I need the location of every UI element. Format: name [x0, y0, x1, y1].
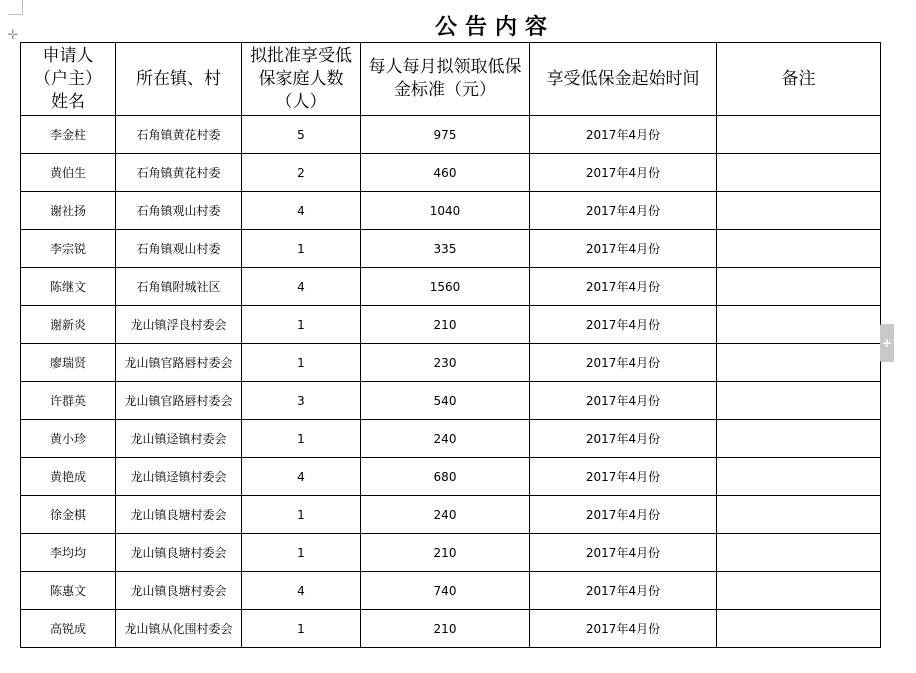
- remarks-cell: [717, 496, 881, 534]
- table-row: [21, 458, 881, 496]
- monthly-amount-cell: 680: [361, 458, 530, 496]
- remarks-cell: [717, 230, 881, 268]
- start-time-cell: 2017年4月份: [530, 420, 717, 458]
- town-village-cell: 龙山镇官路唇村委会: [116, 344, 242, 382]
- applicant-name-cell: 李均均: [21, 534, 116, 572]
- monthly-amount-cell: 210: [361, 306, 530, 344]
- household-count-cell: 1: [242, 534, 361, 572]
- town-village-cell: 石角镇黄花村委: [116, 154, 242, 192]
- header-monthly-amount: 每人每月拟领取低保金标准（元）: [361, 43, 530, 116]
- header-start-time: 享受低保金起始时间: [530, 43, 717, 116]
- household-count-cell: 1: [242, 306, 361, 344]
- applicant-name-cell: 黄小珍: [21, 420, 116, 458]
- monthly-amount-cell: 230: [361, 344, 530, 382]
- town-village-cell: 龙山镇官路唇村委会: [116, 382, 242, 420]
- applicant-name-cell: 高锐成: [21, 610, 116, 648]
- applicant-name-cell: 谢新炎: [21, 306, 116, 344]
- table-row: [21, 230, 881, 268]
- monthly-amount-cell: 1040: [361, 192, 530, 230]
- household-count-cell: 2: [242, 154, 361, 192]
- monthly-amount-cell: 1560: [361, 268, 530, 306]
- household-count-cell: 1: [242, 344, 361, 382]
- household-count-cell: 1: [242, 610, 361, 648]
- remarks-cell: [717, 572, 881, 610]
- applicant-name-cell: 黄伯生: [21, 154, 116, 192]
- start-time-cell: 2017年4月份: [530, 344, 717, 382]
- start-time-cell: 2017年4月份: [530, 268, 717, 306]
- applicant-name-cell: 黄艳成: [21, 458, 116, 496]
- household-count-cell: 5: [242, 116, 361, 154]
- page-title: 公告内容: [434, 15, 555, 40]
- start-time-cell: 2017年4月份: [530, 572, 717, 610]
- monthly-amount-cell: 540: [361, 382, 530, 420]
- applicant-name-cell: 许群英: [21, 382, 116, 420]
- applicant-name-cell: 李宗锐: [21, 230, 116, 268]
- announcement-table: [20, 42, 881, 648]
- applicant-name-cell: 廖瑞贤: [21, 344, 116, 382]
- monthly-amount-cell: 740: [361, 572, 530, 610]
- remarks-cell: [717, 306, 881, 344]
- remarks-cell: [717, 192, 881, 230]
- monthly-amount-cell: 460: [361, 154, 530, 192]
- remarks-cell: [717, 382, 881, 420]
- start-time-cell: 2017年4月份: [530, 230, 717, 268]
- table-row: [21, 382, 881, 420]
- monthly-amount-cell: 335: [361, 230, 530, 268]
- start-time-cell: 2017年4月份: [530, 496, 717, 534]
- town-village-cell: 石角镇附城社区: [116, 268, 242, 306]
- start-time-cell: 2017年4月份: [530, 192, 717, 230]
- household-count-cell: 4: [242, 192, 361, 230]
- table-row: [21, 268, 881, 306]
- remarks-cell: [717, 344, 881, 382]
- household-count-cell: 3: [242, 382, 361, 420]
- table-row: [21, 154, 881, 192]
- table-row: [21, 344, 881, 382]
- monthly-amount-cell: 210: [361, 610, 530, 648]
- town-village-cell: 龙山镇良塘村委会: [116, 534, 242, 572]
- start-time-cell: 2017年4月份: [530, 116, 717, 154]
- town-village-cell: 石角镇观山村委: [116, 230, 242, 268]
- table-row: [21, 572, 881, 610]
- remarks-cell: [717, 154, 881, 192]
- start-time-cell: 2017年4月份: [530, 382, 717, 420]
- town-village-cell: 石角镇观山村委: [116, 192, 242, 230]
- monthly-amount-cell: 975: [361, 116, 530, 154]
- town-village-cell: 龙山镇从化围村委会: [116, 610, 242, 648]
- start-time-cell: 2017年4月份: [530, 534, 717, 572]
- remarks-cell: [717, 534, 881, 572]
- applicant-name-cell: 谢社扬: [21, 192, 116, 230]
- table-body: [21, 116, 881, 648]
- household-count-cell: 4: [242, 268, 361, 306]
- header-town-village: 所在镇、村: [116, 43, 242, 116]
- household-count-cell: 4: [242, 458, 361, 496]
- household-count-cell: 4: [242, 572, 361, 610]
- town-village-cell: 龙山镇浮良村委会: [116, 306, 242, 344]
- header-remarks: 备注: [717, 43, 881, 116]
- start-time-cell: 2017年4月份: [530, 306, 717, 344]
- applicant-name-cell: 陈惠文: [21, 572, 116, 610]
- start-time-cell: 2017年4月份: [530, 610, 717, 648]
- table-row: [21, 306, 881, 344]
- table-row: [21, 192, 881, 230]
- household-count-cell: 1: [242, 420, 361, 458]
- applicant-name-cell: 李金柱: [21, 116, 116, 154]
- town-village-cell: 石角镇黄花村委: [116, 116, 242, 154]
- remarks-cell: [717, 610, 881, 648]
- table-row: [21, 420, 881, 458]
- applicant-name-cell: 陈继文: [21, 268, 116, 306]
- household-count-cell: 1: [242, 496, 361, 534]
- town-village-cell: 龙山镇迳镇村委会: [116, 458, 242, 496]
- town-village-cell: 龙山镇良塘村委会: [116, 496, 242, 534]
- expand-handle-icon[interactable]: +: [880, 324, 894, 362]
- monthly-amount-cell: 240: [361, 420, 530, 458]
- header-applicant-name: 申请人（户主）姓名: [21, 43, 116, 116]
- town-village-cell: 龙山镇良塘村委会: [116, 572, 242, 610]
- remarks-cell: [717, 268, 881, 306]
- table-row: [21, 610, 881, 648]
- table-row: [21, 116, 881, 154]
- start-time-cell: 2017年4月份: [530, 154, 717, 192]
- remarks-cell: [717, 420, 881, 458]
- start-time-cell: 2017年4月份: [530, 458, 717, 496]
- table-row: [21, 534, 881, 572]
- header-household-count: 拟批准享受低保家庭人数（人）: [242, 43, 361, 116]
- town-village-cell: 龙山镇迳镇村委会: [116, 420, 242, 458]
- monthly-amount-cell: 240: [361, 496, 530, 534]
- household-count-cell: 1: [242, 230, 361, 268]
- table-header-row: [21, 43, 881, 116]
- remarks-cell: [717, 116, 881, 154]
- monthly-amount-cell: 210: [361, 534, 530, 572]
- table-move-handle-icon[interactable]: ✛: [7, 28, 19, 43]
- table-row: [21, 496, 881, 534]
- applicant-name-cell: 徐金棋: [21, 496, 116, 534]
- remarks-cell: [717, 458, 881, 496]
